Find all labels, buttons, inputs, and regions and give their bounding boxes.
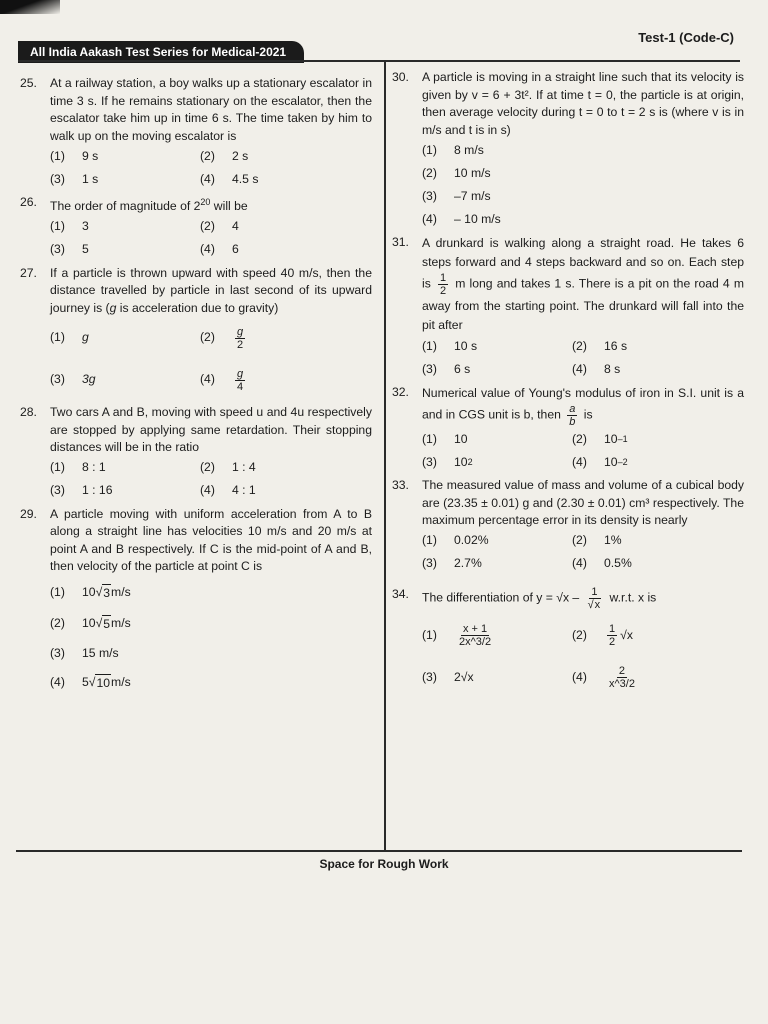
option[interactable]: (1) 10 [422, 431, 468, 446]
option[interactable]: (3) 6 s [422, 361, 471, 376]
option[interactable]: (2) $\frac{1}{2}$ √x [572, 623, 633, 648]
option[interactable]: (4) – 10 m/s [422, 211, 501, 226]
question-text: If a particle is thrown upward with speed 40 m/s, then the distance travelled by particle in last second of its upward journey is (g is acceleration due to gravity) [50, 265, 372, 315]
question-number: 27. [20, 265, 37, 280]
option[interactable]: (2) 10 –1 [572, 431, 628, 446]
options-28 [50, 457, 372, 503]
question-32 [392, 384, 744, 428]
series-title: All India Aakash Test Series for Medical-2021 [18, 41, 304, 63]
option[interactable]: (3) –7 m/s [422, 188, 491, 203]
option[interactable]: (1) 8 m/s [422, 142, 484, 157]
question-text: Two cars A and B, moving with speed u and 4u respectively are stopped by applying same retardation. Their stopping distances will be in the ratio [50, 405, 372, 455]
option[interactable]: (3) 10 2 [422, 454, 473, 469]
option[interactable]: (1) g [50, 330, 89, 345]
options-33 [422, 530, 744, 576]
option[interactable]: (1) 10 √ 3 m/s [50, 578, 350, 609]
option[interactable]: (3) 1 : 16 [50, 483, 113, 498]
question-number: 30. [392, 70, 409, 84]
question-27 [20, 265, 372, 318]
question-30 [392, 69, 744, 139]
question-25 [20, 75, 372, 145]
options-31 [422, 335, 744, 381]
question-text: The measured value of mass and volume of a cubical body are (23.35 ± 0.01) g and (2.30 ± 0.01) cm³ respectively. The maximum percentage error in its density is nearly [422, 478, 744, 527]
question-number: 28. [20, 405, 37, 420]
footer-divider [16, 850, 742, 852]
options-32 [422, 428, 744, 474]
option[interactable]: (1) 3 [50, 219, 89, 234]
option[interactable]: (3) 3g [50, 372, 96, 387]
option[interactable]: (4) 5 √ 10 m/s [50, 669, 350, 698]
question-31 [392, 234, 744, 335]
fraction: $\frac{1}{√x}$ [587, 585, 601, 611]
question-29 [20, 506, 372, 576]
option[interactable]: (3) 2√x [422, 669, 474, 684]
option[interactable]: (4) 6 [200, 242, 239, 257]
option[interactable]: (4) 10 –2 [572, 454, 628, 469]
question-text: At a railway station, a boy walks up a stationary escalator in time 3 s. If he remains stationary on the escalator, then the escalator take him up in time 6 s. The time taken by him to walk up on the moving escalator is [50, 76, 372, 143]
left-column [20, 72, 372, 698]
option[interactable]: (1) 10 s [422, 338, 478, 353]
question-34 [392, 586, 744, 611]
option[interactable]: (2) 4 [200, 219, 239, 234]
option[interactable]: (2) 16 s [572, 338, 628, 353]
fraction: $\frac{1}{2}$ [439, 272, 447, 297]
question-text: Numerical value of Young's modulus of iron in S.I. unit is a and in CGS unit is b, then $\frac{a}{b}$ is [422, 386, 744, 428]
option[interactable]: (4) 4.5 s [200, 171, 259, 186]
header-divider [18, 60, 740, 62]
question-text: A particle moving with uniform acceleration from A to B along a straight line has velocities 10 m/s and 20 m/s at point A and B respectively. If C is the mid-point of A and B, then velocity of the particle at point C is [50, 506, 372, 574]
question-text: A drunkard is walking along a straight road. He takes 6 steps forward and 4 steps backward and so on. Each step is $\frac{1}{2}$ m long and takes 1 s. There is a pit on the road 4 m away from the starting point. The drunkard will fall into the pit after [422, 236, 744, 332]
question-number: 33. [392, 478, 409, 492]
option[interactable]: (3) 2.7% [422, 556, 482, 571]
fraction: $\frac{2}{x\^{}3/2}$ [609, 665, 635, 690]
option[interactable]: (2) 2 s [200, 148, 249, 163]
option[interactable]: (3) 5 [50, 242, 89, 257]
option[interactable]: (1) 9 s [50, 148, 99, 163]
rough-work-label: Space for Rough Work [319, 857, 449, 871]
options-29 [50, 578, 372, 698]
question-text: The order of magnitude of $2^{20}$ will be [50, 197, 248, 214]
question-28 [20, 404, 372, 457]
option[interactable]: (2) 10 m/s [422, 165, 491, 180]
question-number: 32. [392, 385, 409, 399]
options-27 [50, 317, 372, 401]
option[interactable]: (1) 8 : 1 [50, 460, 106, 475]
options-30 [422, 139, 744, 231]
fraction: $\frac{1}{2}$ [609, 623, 616, 648]
option[interactable]: (2) 1 : 4 [200, 460, 256, 475]
option[interactable]: (2) $\frac{g}{2}$ [200, 325, 244, 351]
test-code: Test-1 (Code-C) [638, 30, 734, 45]
option[interactable]: (4) 4 : 1 [200, 483, 256, 498]
option[interactable]: (4) 0.5% [572, 556, 632, 571]
option[interactable]: (2) 1% [572, 533, 622, 548]
question-text: The differentiation of y = √x – $\frac{1}{√x}$ w.r.t. x is [422, 585, 657, 611]
option[interactable]: (3) 1 s [50, 171, 99, 186]
fraction: $\frac{g}{2}$ [237, 325, 244, 351]
fraction: $\frac{a}{b}$ [569, 403, 576, 428]
fraction: $\frac{g}{4}$ [237, 367, 244, 393]
options-34 [422, 615, 744, 699]
option[interactable]: (1) 0.02% [422, 533, 489, 548]
column-divider [384, 62, 386, 851]
question-text: A particle is moving in a straight line such that its velocity is given by v = 6 + 3t². If at time t = 0, the particle is at origin, then average velocity during t = 0 to t = 2 s is (where v is in m/s and t is in s) [422, 70, 744, 137]
question-number: 31. [392, 235, 409, 249]
question-number: 26. [20, 195, 37, 209]
right-column [392, 66, 744, 699]
question-26 [20, 194, 372, 216]
options-26 [50, 216, 372, 262]
question-number: 25. [20, 76, 37, 90]
option[interactable]: (4) 8 s [572, 361, 621, 376]
scan-corner-mark [0, 0, 60, 14]
option[interactable]: (4) $\frac{g}{4}$ [200, 367, 244, 393]
question-number: 29. [20, 506, 37, 521]
option[interactable]: (1) $\frac{x + 1}{2x\^{}3/2}$ [422, 623, 492, 648]
option[interactable]: (4) $\frac{2}{x\^{}3/2}$ [572, 665, 635, 690]
option[interactable]: (2) 10 √ 5 m/s [50, 609, 350, 640]
options-25 [50, 145, 372, 191]
option[interactable]: (3) 15 m/s [50, 646, 119, 661]
question-33 [392, 477, 744, 530]
question-number: 34. [392, 586, 409, 601]
fraction: $\frac{x + 1}{2x\^{}3/2}$ [459, 623, 492, 648]
